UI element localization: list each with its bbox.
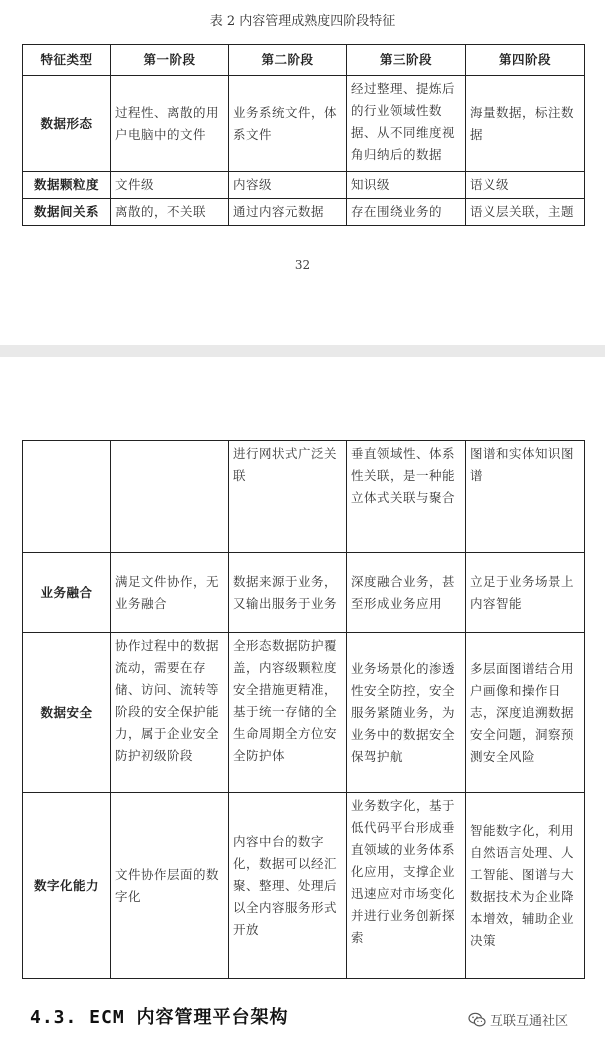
page-number: 32 bbox=[294, 258, 311, 272]
table-row bbox=[23, 76, 585, 172]
table-cell: 知识级 bbox=[347, 172, 466, 199]
table-cell: 垂直领域性、体系性关联，是一种能立体式关联与聚合 bbox=[347, 441, 466, 553]
row-label: 数据颗粒度 bbox=[23, 172, 111, 199]
maturity-table-bottom bbox=[22, 440, 585, 979]
table-cell: 内容中台的数字化，数据可以经汇聚、整理、处理后以全内容服务形式开放 bbox=[229, 793, 347, 979]
table-row bbox=[23, 553, 585, 633]
header-cell: 第二阶段 bbox=[229, 45, 347, 76]
row-label: 业务融合 bbox=[23, 553, 111, 633]
row-label: 数字化能力 bbox=[23, 793, 111, 979]
table-cell: 业务场景化的渗透性安全防控，安全服务紧随业务，为业务中的数据安全保驾护航 bbox=[347, 633, 466, 793]
page-bottom bbox=[0, 357, 605, 1045]
table-cell: 经过整理、提炼后的行业领域性数据、从不同维度视角归纳后的数据 bbox=[347, 76, 466, 172]
table-cell: 海量数据，标注数据 bbox=[466, 76, 585, 172]
table-cell: 文件级 bbox=[111, 172, 229, 199]
page-top bbox=[0, 0, 605, 345]
table-cell: 内容级 bbox=[229, 172, 347, 199]
table-header-row bbox=[23, 45, 585, 76]
row-label: 数据安全 bbox=[23, 633, 111, 793]
table-cell: 多层面图谱结合用户画像和操作日志，深度追溯数据安全问题，洞察预测安全风险 bbox=[466, 633, 585, 793]
table-row bbox=[23, 441, 585, 553]
table-row bbox=[23, 633, 585, 793]
table-row bbox=[23, 199, 585, 226]
table-cell: 全形态数据防护覆盖，内容级颗粒度安全措施更精准，基于统一存储的全生命周期全方位安全防护体 bbox=[229, 633, 347, 793]
table-cell: 业务系统文件，体系文件 bbox=[229, 76, 347, 172]
table-cell: 进行网状式广泛关联 bbox=[229, 441, 347, 553]
table-row bbox=[23, 793, 585, 979]
table-cell: 满足文件协作，无业务融合 bbox=[111, 553, 229, 633]
header-cell: 第三阶段 bbox=[347, 45, 466, 76]
table-cell: 图谱和实体知识图谱 bbox=[466, 441, 585, 553]
table-cell: 语义层关联，主题 bbox=[466, 199, 585, 226]
table-cell: 立足于业务场景上内容智能 bbox=[466, 553, 585, 633]
table-cell: 存在围绕业务的 bbox=[347, 199, 466, 226]
table-row bbox=[23, 172, 585, 199]
header-cell: 特征类型 bbox=[23, 45, 111, 76]
wechat-label: 互联互通社区 bbox=[490, 1013, 569, 1028]
table-cell: 智能数字化，利用自然语言处理、人工智能、图谱与大数据技术为企业降本增效，辅助企业决策 bbox=[466, 793, 585, 979]
table-cell: 过程性、离散的用户电脑中的文件 bbox=[111, 76, 229, 172]
table-cell: 离散的，不关联 bbox=[111, 199, 229, 226]
table-cell: 深度融合业务，甚至形成业务应用 bbox=[347, 553, 466, 633]
table-cell: 数据来源于业务，又输出服务于业务 bbox=[229, 553, 347, 633]
section-title: 4.3. ECM 内容管理平台架构 bbox=[30, 1007, 289, 1028]
header-cell: 第四阶段 bbox=[466, 45, 585, 76]
row-label bbox=[23, 441, 111, 553]
wechat-account[interactable] bbox=[468, 1010, 568, 1029]
table-cell: 文件协作层面的数字化 bbox=[111, 793, 229, 979]
table-cell: 语义级 bbox=[466, 172, 585, 199]
table-cell: 协作过程中的数据流动，需要在存储、访问、流转等阶段的安全保护能力，属于企业安全防护初级阶段 bbox=[111, 633, 229, 793]
page-divider bbox=[0, 345, 605, 357]
table-cell bbox=[111, 441, 229, 553]
header-cell: 第一阶段 bbox=[111, 45, 229, 76]
maturity-table-top bbox=[22, 44, 585, 226]
table-caption: 表 2 内容管理成熟度四阶段特征 bbox=[209, 14, 396, 29]
wechat-icon bbox=[468, 1012, 486, 1028]
table-cell: 通过内容元数据 bbox=[229, 199, 347, 226]
row-label: 数据形态 bbox=[23, 76, 111, 172]
table-cell: 业务数字化，基于低代码平台形成垂直领域的业务体系化应用，支撑企业迅速应对市场变化并进行业务创新探索 bbox=[347, 793, 466, 979]
row-label: 数据间关系 bbox=[23, 199, 111, 226]
